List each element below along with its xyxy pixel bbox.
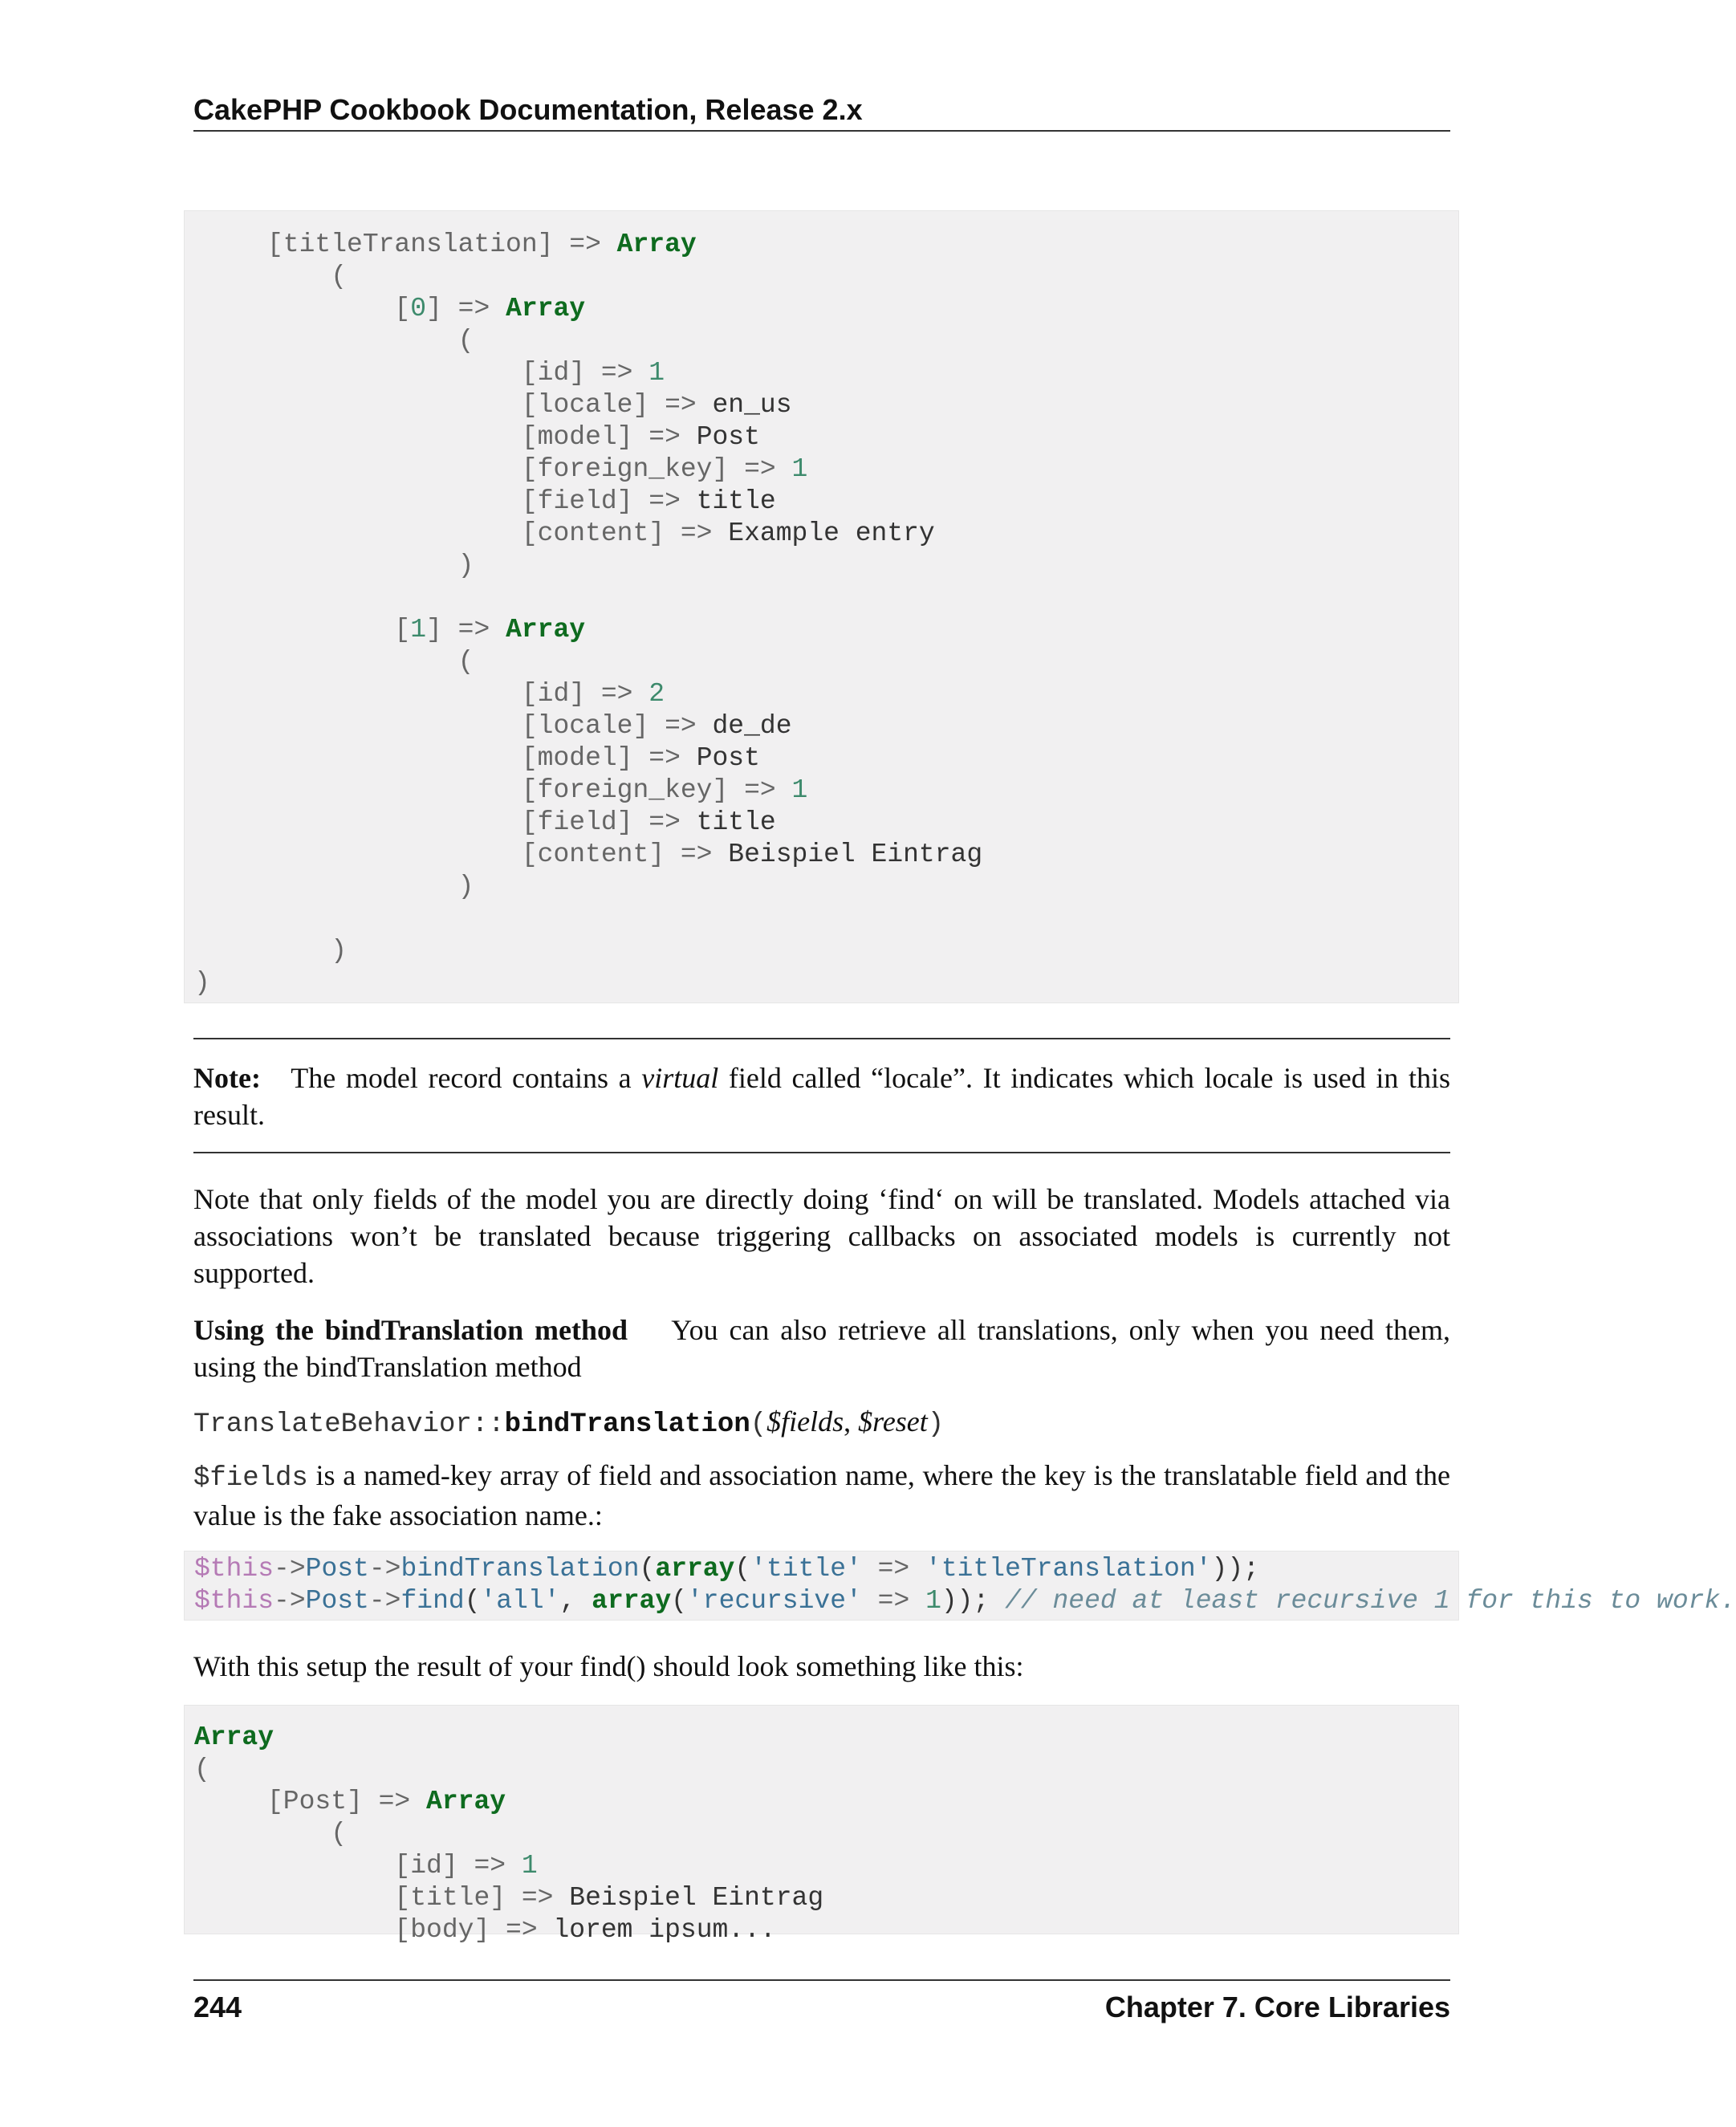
paragraph-fields-note: Note that only fields of the model you are directly doing ‘find‘ on will be translated. Models attached via associations won’t be translated because triggering callbacks on associated models is currently not supported. [193,1183,1450,1289]
note-top-rule [193,1038,1450,1039]
code-line: [id] => 1 [267,358,665,388]
code-line: [1] => Array [267,615,586,645]
section-bindtranslation [193,1312,1450,1385]
code-line: ) [267,551,474,580]
code-line: [title] => Beispiel Eintrag [267,1883,824,1913]
code-line: [body] => lorem ipsum... [267,1915,776,1945]
paragraph-result: With this setup the result of your find() should look something like this: [193,1650,1024,1682]
code-line: [content] => Example entry [267,519,935,548]
code-line: [foreign_key] => 1 [267,775,808,805]
code-line: ( [267,647,474,677]
code-line: [model] => Post [267,422,760,452]
code-line: ) [267,936,348,966]
code-line: Array [194,1722,274,1752]
code-block-output-2 [184,1705,1459,1945]
code-block-php [184,1551,1736,1621]
code-line: [titleTranslation] => Array [267,230,697,259]
fields-description: $fields is a named-key array of field and association name, where the key is the translatable field and the value is the fake association name.: [193,1459,1451,1531]
method-signature: TranslateBehavior::bindTranslation($fields, $reset) [193,1405,945,1440]
code-line: [Post] => Array [267,1787,506,1816]
code-line: ( [267,326,474,356]
code-line: $this->Post->bindTranslation(array('title' => 'titleTranslation')); [194,1554,1259,1584]
code-line: [content] => Beispiel Eintrag [267,840,983,869]
section-heading: Using the bindTranslation method [193,1314,628,1346]
code-line: [id] => 2 [267,679,665,709]
code-line: $this->Post->find('all', array('recursive' => 1)); // need at least recursive 1 for this to work. [194,1586,1736,1616]
page-footer [193,1979,1450,2027]
chapter-title: Chapter 7. Core Libraries [1104,1991,1450,2023]
note-bottom-rule [193,1152,1450,1153]
page-number: 244 [193,1991,242,2023]
page-header [193,90,1450,132]
code-line: [model] => Post [267,743,760,773]
code-line: ) [194,968,210,998]
method-name: bindTranslation [504,1409,750,1440]
code-line: [field] => title [267,807,776,837]
header-title: CakePHP Cookbook Documentation, Release 2.x [193,93,863,126]
code-line: ) [267,872,474,901]
fields-code: $fields [193,1463,308,1494]
note-emphasis: virtual [641,1062,719,1094]
code-line: [locale] => en_us [267,390,792,420]
note-text: Note: The model record contains a virtual field called “locale”. It indicates which locale is used in this result. [193,1062,1451,1131]
code-line: [foreign_key] => 1 [267,454,808,484]
section-text: You can also retrieve all translations, only when you need them, using the bindTranslation method [193,1314,1451,1383]
code-block-output-1 [184,210,1459,1003]
code-line: [locale] => de_de [267,711,792,741]
code-line: ( [267,262,348,291]
code-line: ( [194,1755,210,1784]
code-line: [field] => title [267,486,776,516]
code-line: ( [267,1819,348,1848]
note-label: Note: [193,1062,261,1094]
code-line: [0] => Array [267,294,586,323]
code-line: [id] => 1 [267,1851,538,1881]
